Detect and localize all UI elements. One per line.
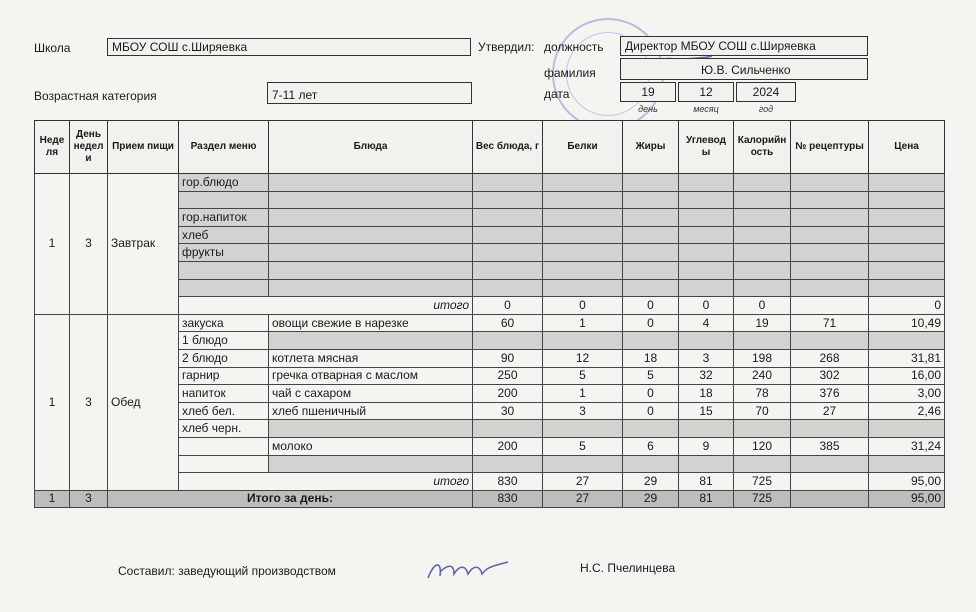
empty-cell <box>791 261 869 279</box>
empty-cell <box>679 174 734 192</box>
empty-cell <box>543 174 623 192</box>
empty-cell <box>734 279 791 297</box>
month-caption: месяц <box>693 104 719 114</box>
day-total-label: Итого за день: <box>108 490 473 508</box>
lunch-row <box>35 314 945 332</box>
total-value: 81 <box>679 473 734 491</box>
price-cell: 16,00 <box>869 367 945 385</box>
position-label: должность <box>544 40 604 54</box>
age-label: Возрастная категория <box>34 89 157 103</box>
empty-cell <box>679 261 734 279</box>
col-meal: Прием пищи <box>108 121 179 174</box>
section-cell: закуска <box>179 314 269 332</box>
empty-cell <box>869 191 945 209</box>
carbs-cell: 3 <box>679 349 734 367</box>
total-label: итого <box>179 473 473 491</box>
empty-cell <box>623 261 679 279</box>
total-value: 0 <box>473 297 543 315</box>
total-value <box>791 490 869 508</box>
total-value: 0 <box>679 297 734 315</box>
section-cell <box>179 455 269 473</box>
school-field: МБОУ СОШ с.Ширяевка <box>107 38 471 56</box>
fat-cell: 0 <box>623 385 679 403</box>
composer-name: Н.С. Пчелинцева <box>580 561 676 575</box>
empty-cell <box>269 209 473 227</box>
dish-cell <box>269 420 473 438</box>
weight-cell: 250 <box>473 367 543 385</box>
empty-cell <box>543 226 623 244</box>
composer-signature <box>424 556 514 586</box>
total-value: 27 <box>543 473 623 491</box>
date-year-field: 2024 <box>736 82 796 102</box>
empty-cell <box>734 191 791 209</box>
fat-cell <box>623 332 679 350</box>
carbs-cell <box>679 420 734 438</box>
section-cell <box>179 261 269 279</box>
carbs-cell: 15 <box>679 402 734 420</box>
section-cell: напиток <box>179 385 269 403</box>
meal-cell: Завтрак <box>108 174 179 315</box>
protein-cell <box>543 420 623 438</box>
empty-cell <box>473 191 543 209</box>
recipe-cell <box>791 332 869 350</box>
composed-label: Составил: заведующий производством <box>118 564 336 578</box>
empty-cell <box>869 226 945 244</box>
kcal-cell <box>734 420 791 438</box>
kcal-cell: 78 <box>734 385 791 403</box>
col-week: Неде ля <box>35 121 70 174</box>
kcal-cell <box>734 455 791 473</box>
empty-cell <box>543 191 623 209</box>
carbs-cell <box>679 455 734 473</box>
recipe-cell: 27 <box>791 402 869 420</box>
empty-cell <box>791 174 869 192</box>
position-field: Директор МБОУ СОШ с.Ширяевка <box>620 36 868 56</box>
recipe-cell <box>791 420 869 438</box>
total-value: 0 <box>623 297 679 315</box>
col-weight: Вес блюда, г <box>473 121 543 174</box>
empty-cell <box>269 279 473 297</box>
weight-cell <box>473 455 543 473</box>
empty-cell <box>734 261 791 279</box>
empty-cell <box>734 174 791 192</box>
total-value: 0 <box>869 297 945 315</box>
empty-cell <box>543 279 623 297</box>
recipe-cell: 385 <box>791 437 869 455</box>
empty-cell <box>869 261 945 279</box>
col-dish: Блюда <box>269 121 473 174</box>
day-cell: 3 <box>70 490 108 508</box>
empty-cell <box>473 209 543 227</box>
recipe-cell: 302 <box>791 367 869 385</box>
total-value: 830 <box>473 490 543 508</box>
week-cell: 1 <box>35 174 70 315</box>
carbs-cell: 4 <box>679 314 734 332</box>
price-cell: 2,46 <box>869 402 945 420</box>
empty-cell <box>623 226 679 244</box>
carbs-cell: 18 <box>679 385 734 403</box>
fat-cell: 0 <box>623 402 679 420</box>
total-value: 95,00 <box>869 473 945 491</box>
section-cell <box>179 191 269 209</box>
col-kcal: Калорийн ость <box>734 121 791 174</box>
price-cell: 10,49 <box>869 314 945 332</box>
dish-cell: хлеб пшеничный <box>269 402 473 420</box>
section-cell: 2 блюдо <box>179 349 269 367</box>
fat-cell <box>623 455 679 473</box>
empty-cell <box>791 209 869 227</box>
breakfast-row <box>35 174 945 192</box>
empty-cell <box>269 174 473 192</box>
empty-cell <box>869 174 945 192</box>
empty-cell <box>473 261 543 279</box>
date-month-field: 12 <box>678 82 734 102</box>
empty-cell <box>623 279 679 297</box>
empty-cell <box>473 174 543 192</box>
empty-cell <box>869 244 945 262</box>
section-cell: фрукты <box>179 244 269 262</box>
day-cell: 3 <box>70 314 108 490</box>
dish-cell: молоко <box>269 437 473 455</box>
price-cell: 31,81 <box>869 349 945 367</box>
empty-cell <box>269 261 473 279</box>
col-price: Цена <box>869 121 945 174</box>
kcal-cell: 19 <box>734 314 791 332</box>
carbs-cell: 9 <box>679 437 734 455</box>
school-label: Школа <box>34 41 71 55</box>
empty-cell <box>791 191 869 209</box>
weight-cell <box>473 420 543 438</box>
surname-field: Ю.В. Сильченко <box>620 58 868 80</box>
empty-cell <box>791 226 869 244</box>
total-value: 830 <box>473 473 543 491</box>
col-carbs: Углевод ы <box>679 121 734 174</box>
total-label: итого <box>179 297 473 315</box>
empty-cell <box>679 279 734 297</box>
kcal-cell: 198 <box>734 349 791 367</box>
kcal-cell: 70 <box>734 402 791 420</box>
carbs-cell: 32 <box>679 367 734 385</box>
meal-cell: Обед <box>108 314 179 490</box>
day-caption: день <box>638 104 658 114</box>
total-value: 725 <box>734 473 791 491</box>
empty-cell <box>543 244 623 262</box>
surname-label: фамилия <box>544 66 596 80</box>
day-cell: 3 <box>70 174 108 315</box>
empty-cell <box>734 226 791 244</box>
col-day: День недел и <box>70 121 108 174</box>
empty-cell <box>269 244 473 262</box>
price-cell <box>869 455 945 473</box>
empty-cell <box>679 226 734 244</box>
weight-cell: 60 <box>473 314 543 332</box>
section-cell: хлеб <box>179 226 269 244</box>
price-cell: 3,00 <box>869 385 945 403</box>
empty-cell <box>791 279 869 297</box>
week-cell: 1 <box>35 314 70 490</box>
date-day-field: 19 <box>620 82 676 102</box>
protein-cell <box>543 455 623 473</box>
price-cell <box>869 420 945 438</box>
protein-cell: 1 <box>543 385 623 403</box>
weight-cell: 200 <box>473 437 543 455</box>
section-cell <box>179 437 269 455</box>
total-value: 29 <box>623 490 679 508</box>
price-cell <box>869 332 945 350</box>
fat-cell: 18 <box>623 349 679 367</box>
empty-cell <box>543 261 623 279</box>
total-value <box>791 473 869 491</box>
table-header-row <box>35 121 945 174</box>
protein-cell: 5 <box>543 437 623 455</box>
dish-cell: котлета мясная <box>269 349 473 367</box>
col-fat: Жиры <box>623 121 679 174</box>
protein-cell <box>543 332 623 350</box>
section-cell <box>179 279 269 297</box>
dish-cell: овощи свежие в нарезке <box>269 314 473 332</box>
weight-cell: 200 <box>473 385 543 403</box>
col-recipe: № рецептуры <box>791 121 869 174</box>
menu-table <box>34 120 945 508</box>
empty-cell <box>473 244 543 262</box>
section-cell: хлеб бел. <box>179 402 269 420</box>
empty-cell <box>623 244 679 262</box>
dish-cell <box>269 332 473 350</box>
day-total-row <box>35 490 945 508</box>
weight-cell: 30 <box>473 402 543 420</box>
protein-cell: 5 <box>543 367 623 385</box>
total-value: 81 <box>679 490 734 508</box>
fat-cell <box>623 420 679 438</box>
kcal-cell: 240 <box>734 367 791 385</box>
fat-cell: 6 <box>623 437 679 455</box>
empty-cell <box>269 226 473 244</box>
section-cell: гор.напиток <box>179 209 269 227</box>
total-value: 95,00 <box>869 490 945 508</box>
section-cell: гор.блюдо <box>179 174 269 192</box>
dish-cell: гречка отварная с маслом <box>269 367 473 385</box>
empty-cell <box>734 244 791 262</box>
protein-cell: 1 <box>543 314 623 332</box>
total-value: 27 <box>543 490 623 508</box>
weight-cell: 90 <box>473 349 543 367</box>
empty-cell <box>734 209 791 227</box>
fat-cell: 5 <box>623 367 679 385</box>
empty-cell <box>623 191 679 209</box>
empty-cell <box>679 209 734 227</box>
dish-cell <box>269 455 473 473</box>
empty-cell <box>869 209 945 227</box>
kcal-cell: 120 <box>734 437 791 455</box>
dish-cell: чай с сахаром <box>269 385 473 403</box>
price-cell: 31,24 <box>869 437 945 455</box>
week-cell: 1 <box>35 490 70 508</box>
empty-cell <box>869 279 945 297</box>
weight-cell <box>473 332 543 350</box>
approved-label: Утвердил: <box>478 40 535 54</box>
year-caption: год <box>758 104 774 114</box>
recipe-cell: 268 <box>791 349 869 367</box>
section-cell: 1 блюдо <box>179 332 269 350</box>
recipe-cell: 71 <box>791 314 869 332</box>
empty-cell <box>473 226 543 244</box>
section-cell: гарнир <box>179 367 269 385</box>
total-value <box>791 297 869 315</box>
total-value: 29 <box>623 473 679 491</box>
col-section: Раздел меню <box>179 121 269 174</box>
total-value: 725 <box>734 490 791 508</box>
kcal-cell <box>734 332 791 350</box>
age-field: 7-11 лет <box>267 82 472 104</box>
total-value: 0 <box>734 297 791 315</box>
empty-cell <box>543 209 623 227</box>
carbs-cell <box>679 332 734 350</box>
empty-cell <box>623 174 679 192</box>
date-label: дата <box>544 87 570 101</box>
recipe-cell <box>791 455 869 473</box>
empty-cell <box>679 244 734 262</box>
empty-cell <box>473 279 543 297</box>
col-protein: Белки <box>543 121 623 174</box>
fat-cell: 0 <box>623 314 679 332</box>
section-cell: хлеб черн. <box>179 420 269 438</box>
empty-cell <box>791 244 869 262</box>
total-value: 0 <box>543 297 623 315</box>
protein-cell: 12 <box>543 349 623 367</box>
protein-cell: 3 <box>543 402 623 420</box>
recipe-cell: 376 <box>791 385 869 403</box>
empty-cell <box>679 191 734 209</box>
empty-cell <box>269 191 473 209</box>
empty-cell <box>623 209 679 227</box>
